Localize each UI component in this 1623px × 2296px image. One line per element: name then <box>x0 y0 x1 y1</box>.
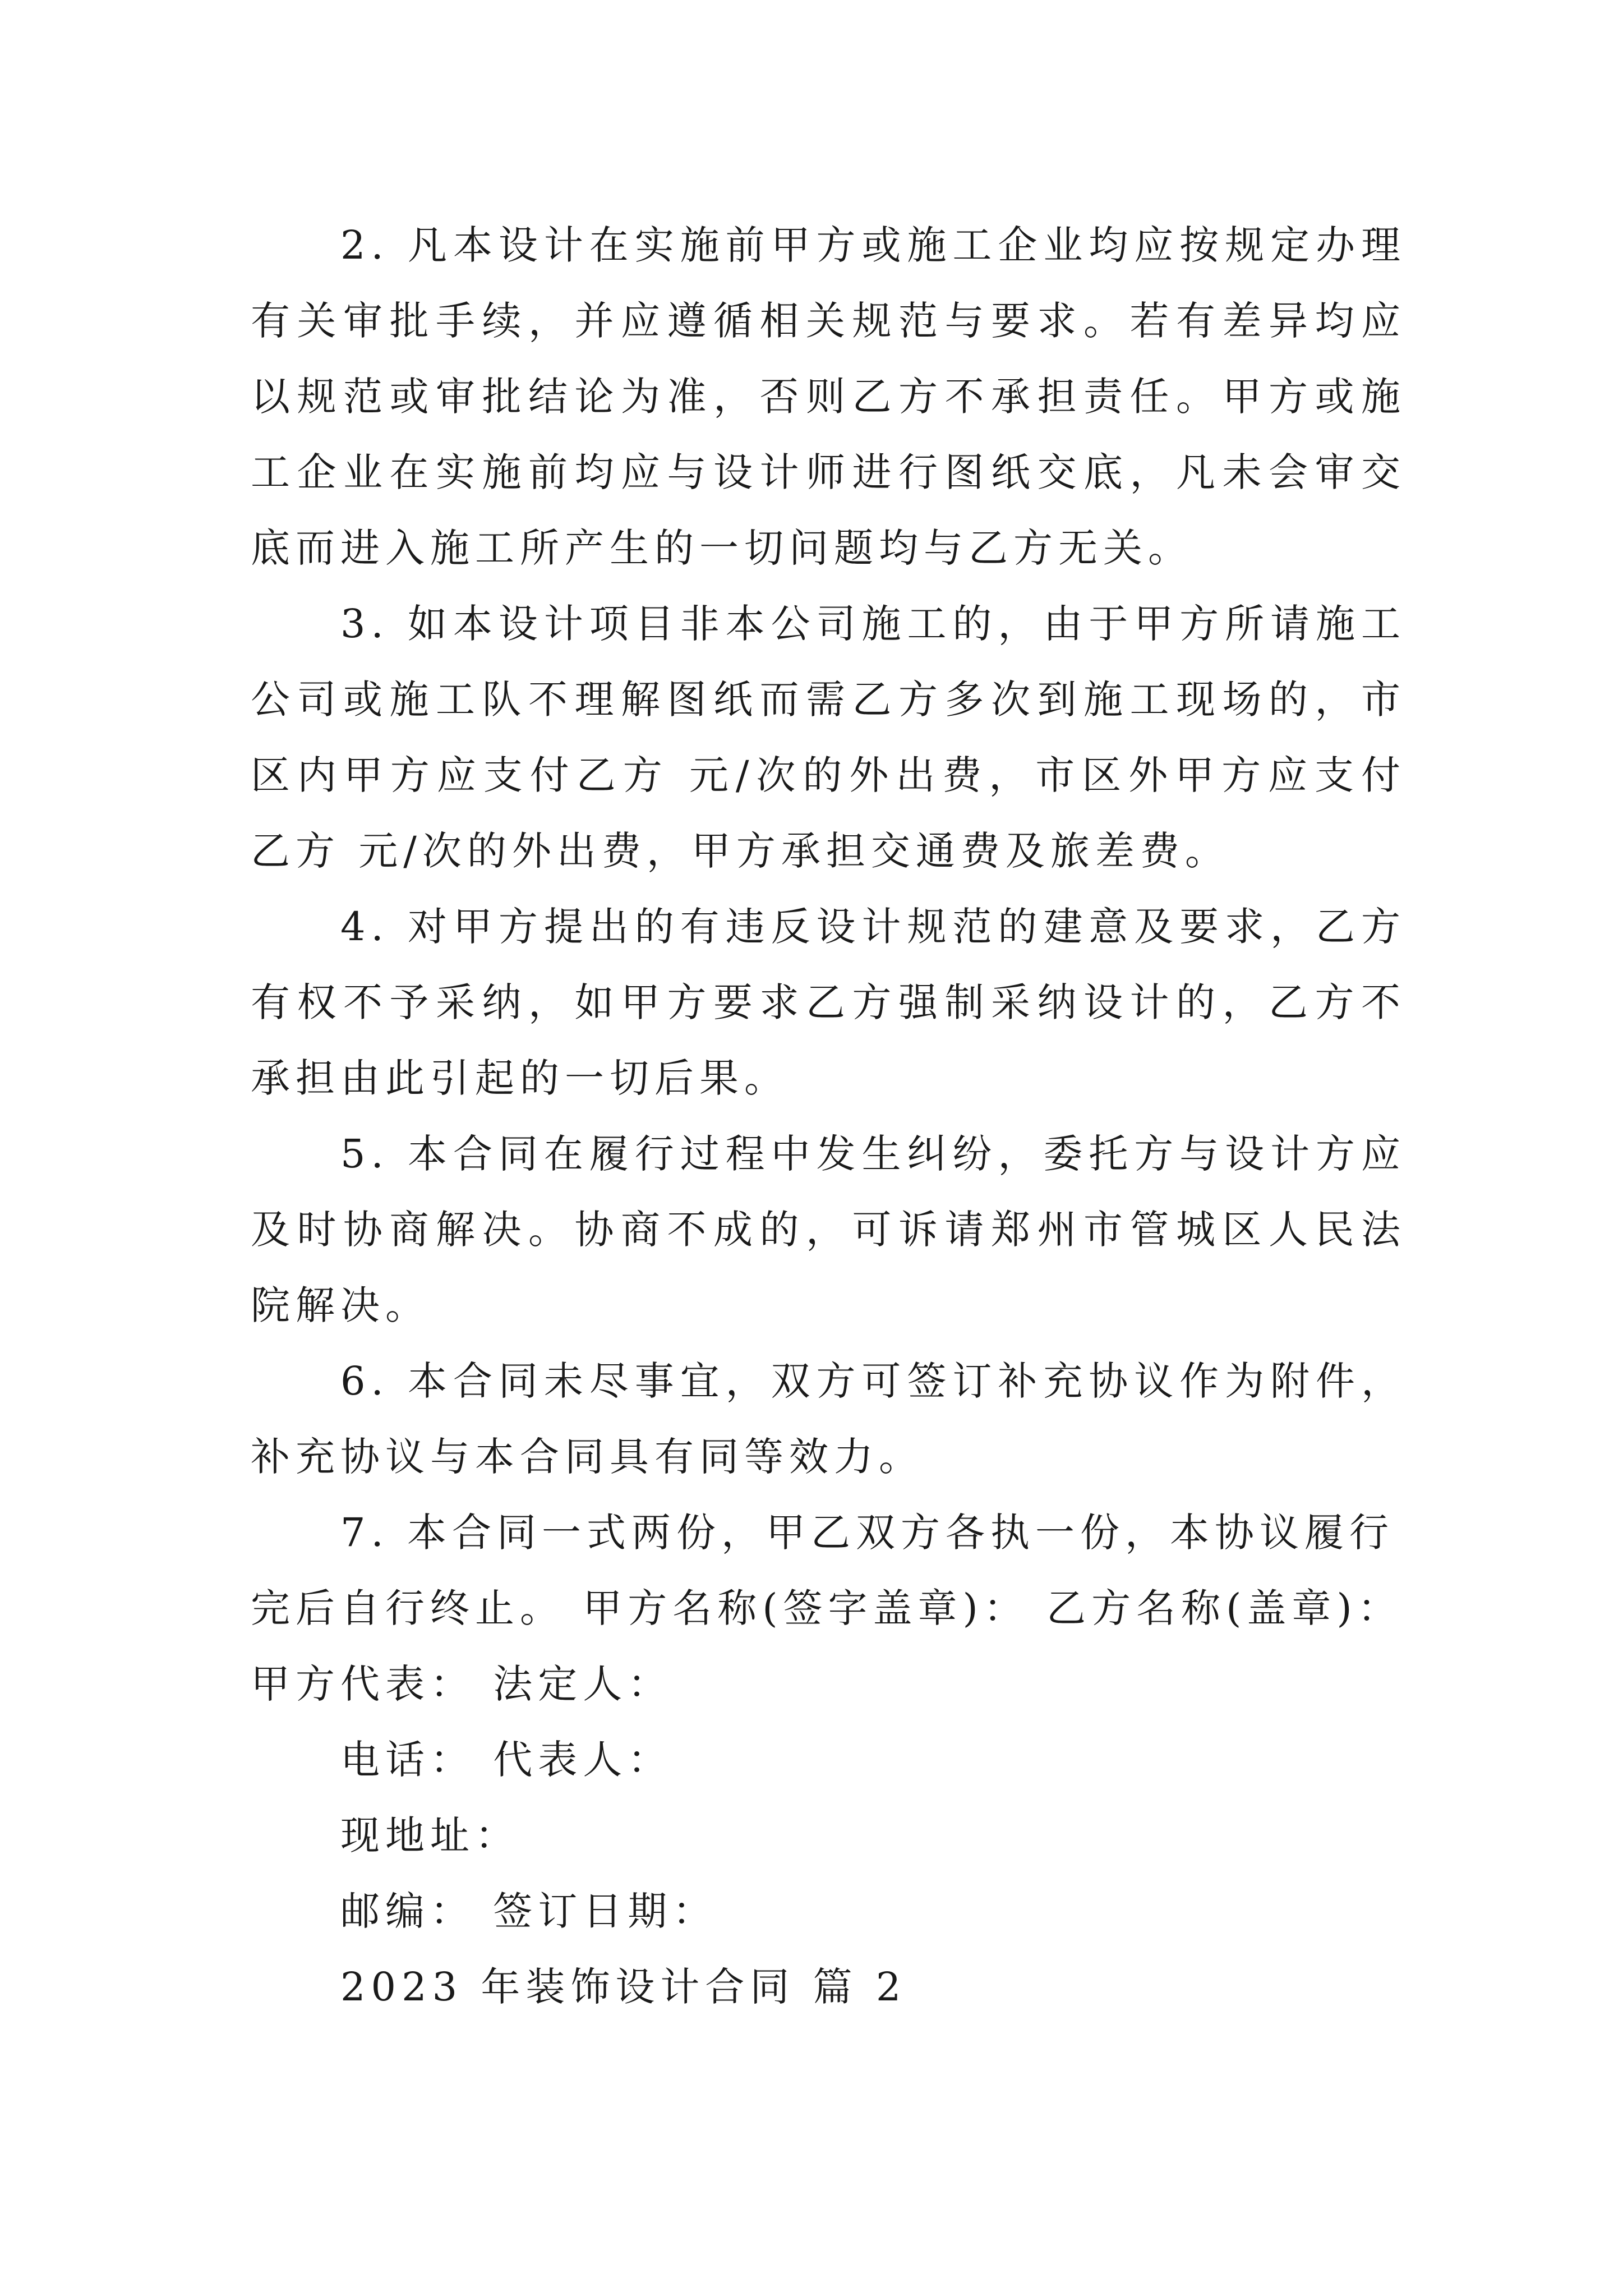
phone-representative-line: 电话： 代表人： <box>340 1737 673 1783</box>
section-heading: 2023 年装饰设计合同 篇 2 <box>340 1964 907 2010</box>
clause-7-line-2: 完后自行终止。 甲方名称(签字盖章)： 乙方名称(盖章)： <box>251 1585 1403 1631</box>
contract-body <box>251 208 1406 2025</box>
clause-6-paragraph: 6. 本合同未尽事宜，双方可签订补充协议作为附件，补充协议与本合同具有同等效力。 <box>251 1358 1406 1480</box>
clause-5-paragraph: 5. 本合同在履行过程中发生纠纷，委托方与设计方应及时协商解决。协商不成的，可诉请郑州市管城区人民法院解决。 <box>251 1131 1406 1328</box>
clause-3-paragraph: 3. 如本设计项目非本公司施工的，由于甲方所请施工公司或施工队不理解图纸而需乙方多次到施工现场的，市区内甲方应支付乙方 元/次的外出费，市区外甲方应支付乙方 元/次的外出费，甲方承担交通费及旅差费。 <box>251 601 1406 874</box>
clause-2-paragraph: 2. 凡本设计在实施前甲方或施工企业均应按规定办理有关审批手续，并应遵循相关规范与要求。若有差异均应以规范或审批结论为准，否则乙方不承担责任。甲方或施工企业在实施前均应与设计师进行图纸交底，凡未会审交底而进入施工所产生的一切问题均与乙方无关。 <box>251 222 1406 571</box>
address-line: 现地址： <box>340 1812 520 1858</box>
clause-4-paragraph: 4. 对甲方提出的有违反设计规范的建意及要求，乙方有权不予采纳，如甲方要求乙方强制采纳设计的，乙方不承担由此引起的一切后果。 <box>251 904 1406 1101</box>
postcode-date-line: 邮编： 签订日期： <box>340 1888 718 1934</box>
clause-7-line-3: 甲方代表： 法定人： <box>251 1661 673 1707</box>
clause-7-line-1: 7. 本合同一式两份，甲乙双方各执一份，本协议履行 <box>340 1510 1395 1556</box>
